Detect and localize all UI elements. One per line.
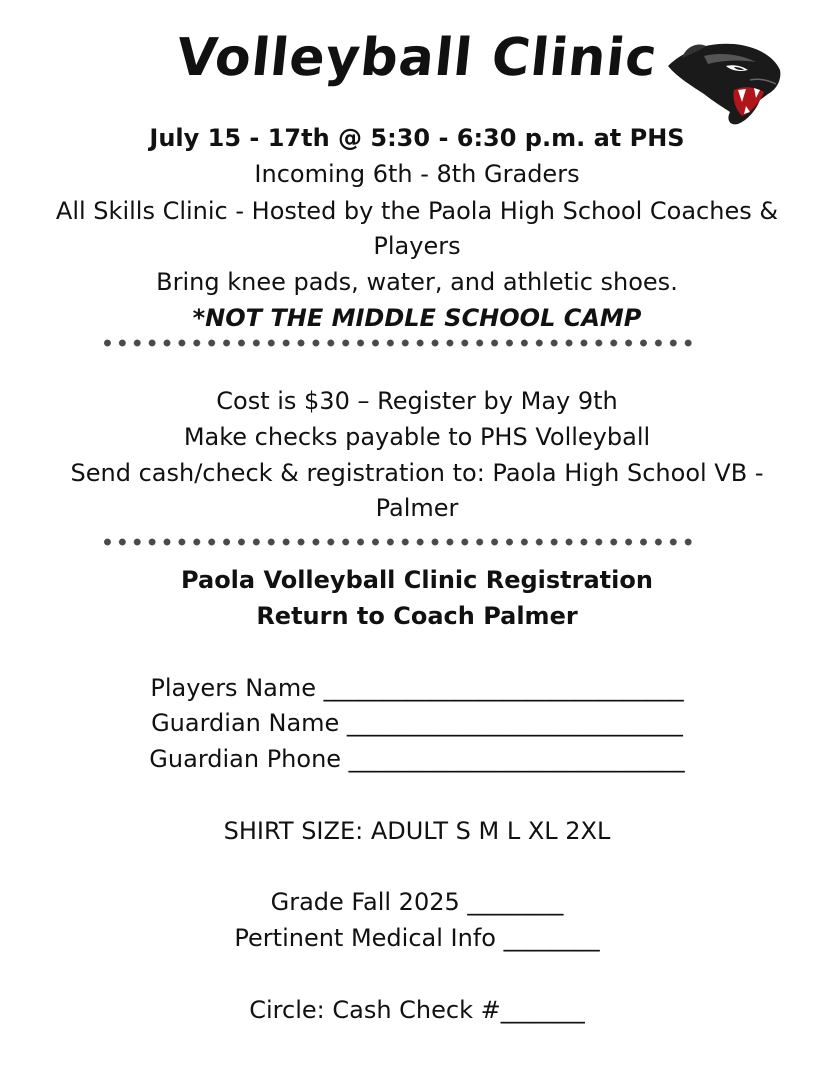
guardian-phone-field: Guardian Phone ____________________________ (149, 745, 685, 773)
panther-head-icon (664, 40, 782, 126)
payment-send-line1: Send cash/check & registration to: Paola High School VB - (70, 459, 764, 487)
dotted-divider (100, 537, 696, 547)
medical-info-field: Pertinent Medical Info ________ (234, 924, 600, 952)
players-name-field: Players Name ______________________________ (150, 674, 684, 702)
payment-method-circle: Circle: Cash Check #_______ (249, 996, 585, 1024)
clinic-hosted-line2: Players (373, 232, 461, 260)
clinic-dates: July 15 - 17th @ 5:30 - 6:30 p.m. at PHS (149, 124, 685, 152)
payment-checks: Make checks payable to PHS Volleyball (183, 423, 651, 451)
payment-send-line2: Palmer (375, 494, 459, 522)
clinic-bring: Bring knee pads, water, and athletic shoes. (156, 268, 678, 296)
clinic-hosted-line1: All Skills Clinic - Hosted by the Paola High School Coaches & (55, 197, 779, 225)
payment-cost: Cost is $30 – Register by May 9th (216, 387, 618, 415)
page-title: Volleyball Clinic (173, 28, 661, 88)
registration-heading: Paola Volleyball Clinic Registration (181, 566, 653, 594)
guardian-name-field: Guardian Name ____________________________ (151, 709, 683, 737)
grade-field: Grade Fall 2025 ________ (270, 888, 564, 916)
clinic-grades: Incoming 6th - 8th Graders (254, 160, 580, 188)
shirt-size-options: SHIRT SIZE: ADULT S M L XL 2XL (223, 817, 611, 845)
registration-return-to: Return to Coach Palmer (256, 602, 578, 630)
dotted-divider (100, 338, 696, 348)
clinic-note: *NOT THE MIDDLE SCHOOL CAMP (192, 304, 642, 332)
